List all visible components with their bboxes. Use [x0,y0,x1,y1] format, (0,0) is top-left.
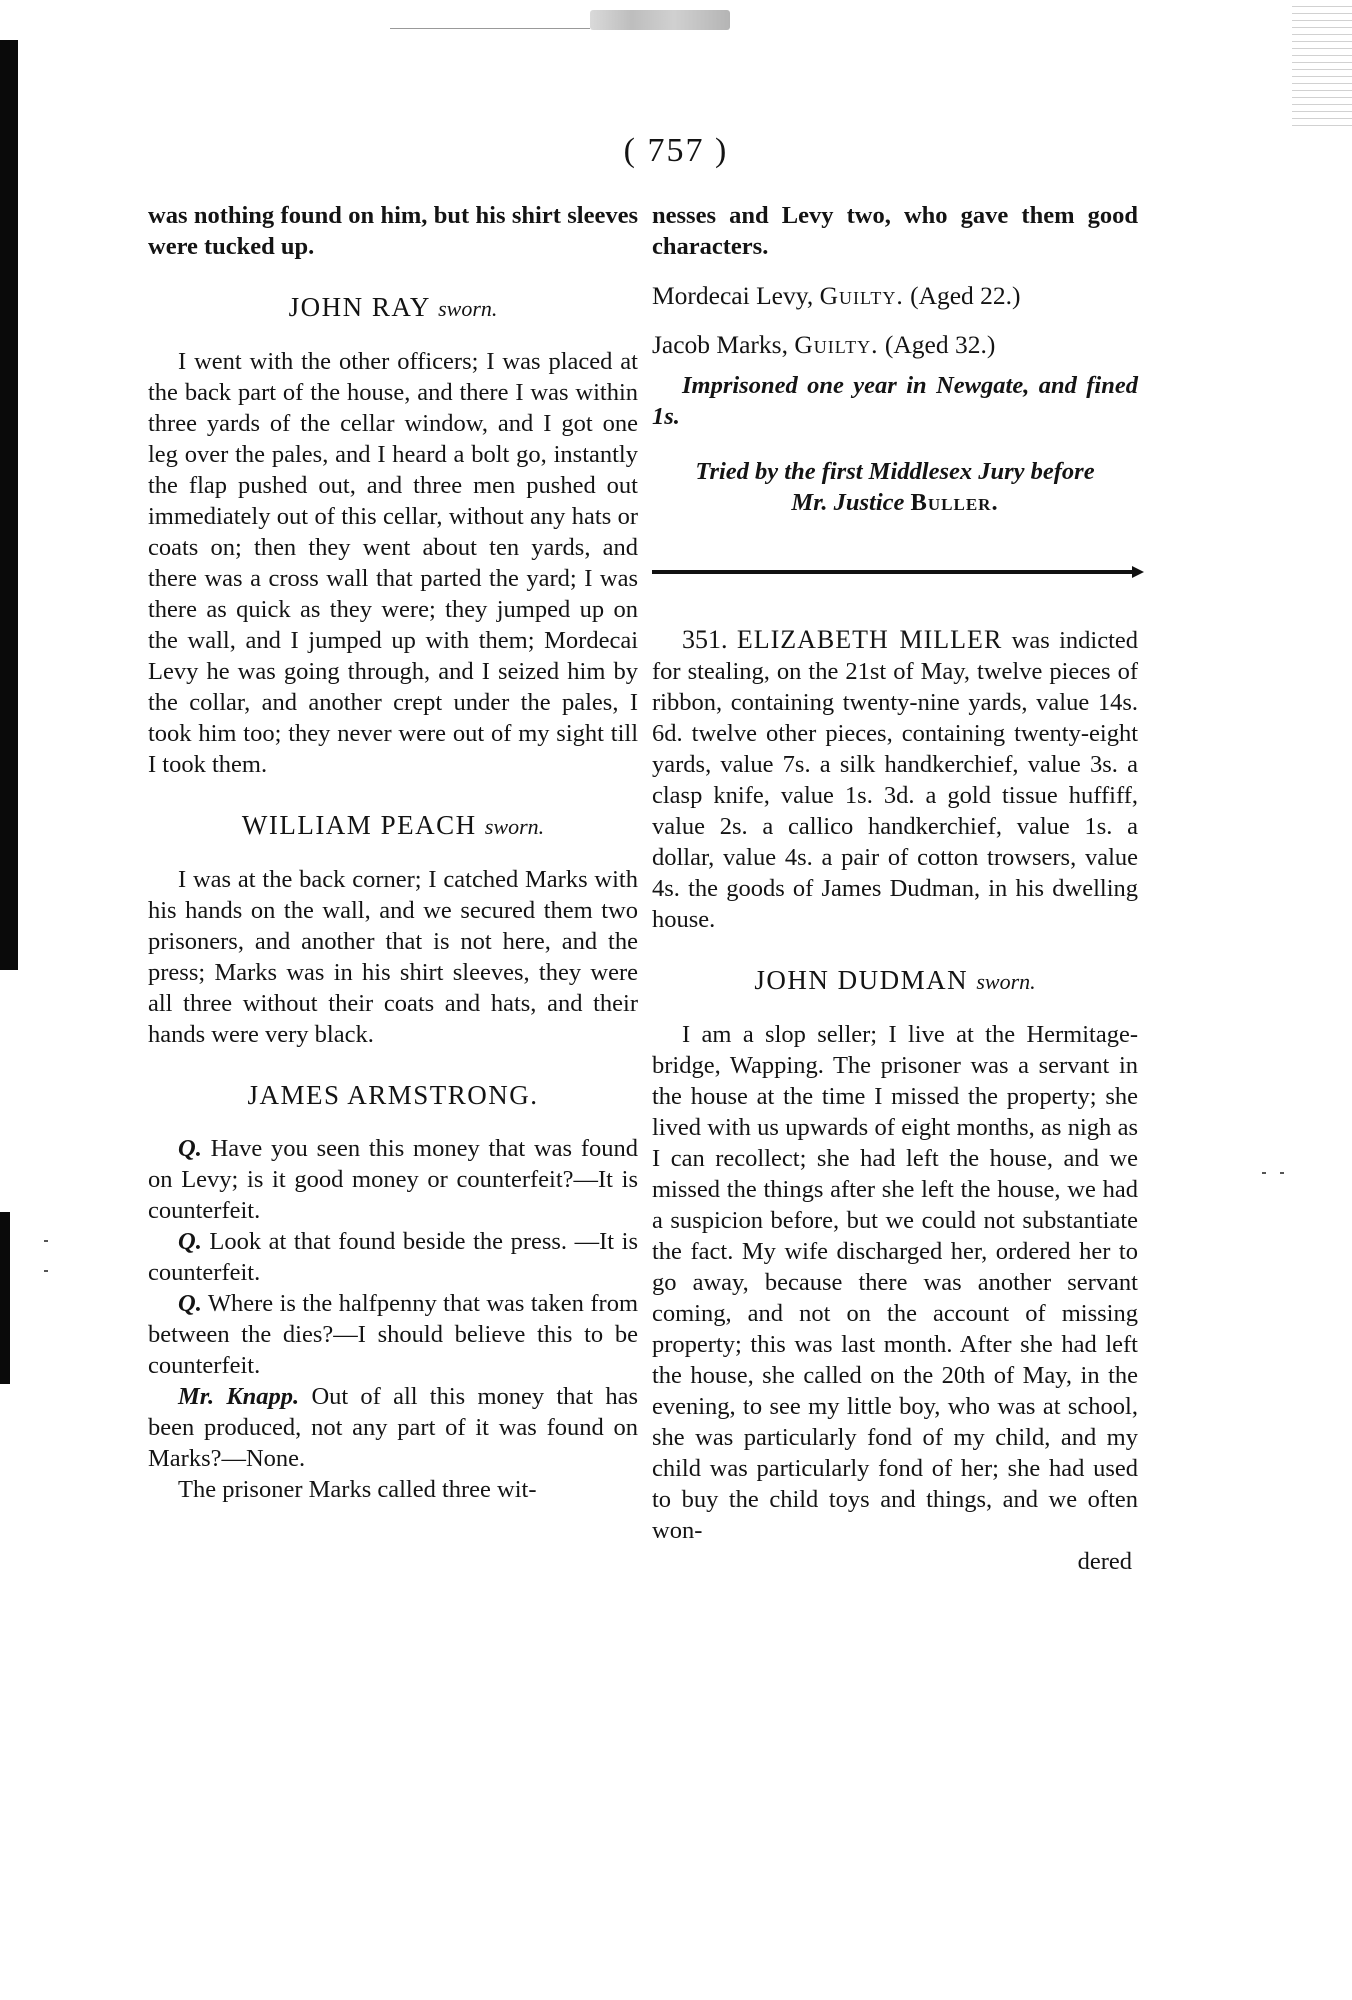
defendant-name: Mordecai Levy, [652,281,814,310]
sworn-label: sworn. [438,296,498,321]
left-column [148,200,638,1505]
testimony: I am a slop seller; I live at the Hermitage-bridge, Wapping. The prisoner was a servant in the house at the time I missed the property; she lived with us upwards of eight months, as nigh as I can recollect; she had left the house, and we missed the things after she left the house, we had a suspicion before, but we could not substantiate the fact. My wife discharged her, ordered her to go away, because there was another servant coming, and not on the account of missing property; this was last month. After she had left the house, she called on the 20th of May, in the evening, to see my little boy, who was at school, she was particularly fond of my child, and my child was particularly fond of her; she had used to buy the child toys and things, and we often won- [652,1021,1138,1544]
counsel-question [148,1381,638,1474]
sentence: Imprisoned one year in Newgate, and fined 1s. [652,372,1138,430]
counsel-text: Out of all this money that has been produced, not any part of it was found on Marks?—None. [148,1383,639,1472]
sworn-label: sworn. [484,814,545,839]
judge-line [652,487,1138,518]
question-answer [148,1288,638,1381]
question-answer [148,1226,638,1288]
speck [44,1240,48,1242]
speck [1280,1172,1284,1174]
defendant-heading: ELIZABETH MILLER [736,625,1003,654]
question-mark: Q. [178,1135,202,1162]
defendant-name: Jacob Marks, [652,330,788,359]
witness-name: WILLIAM PEACH [241,810,477,840]
testimony: I went with the other officers; I was placed at the back part of the house, and there I was within three yards of the cellar window, and I got one leg over the pales, and I heard a bolt go, instantly the flap pushed out, and three men pushed out immediately out of this cellar, without any hats or coats on; then they went about ten yards, and there was a cross wall that parted the yard; I was there as quick as they were; they jumped up on the wall, and I jumped up with them; Mordecai Levy he was going through, and I seized him by the collar, and another crept under the pales, I took him too; they never were out of my sight till I took them. [148,348,638,778]
verdict-line [652,329,1138,360]
qa-text: Look at that found beside the press. —It is counterfeit. [148,1228,638,1286]
margin-shadow-bar [0,1212,10,1384]
verdict-line [652,280,1138,311]
case-number: 351. [682,625,728,654]
counsel-name: Mr. Knapp. [178,1383,300,1410]
question-answer [148,1133,638,1226]
witness-heading [148,292,638,324]
right-column [652,200,1138,1577]
margin-shadow-bar [0,40,18,970]
age: (Aged 22.) [910,281,1021,310]
section-rule [652,570,1138,574]
header-rule [390,28,590,29]
witness-heading [148,810,638,842]
witness-name: JOHN DUDMAN [754,965,969,995]
witness-heading [652,965,1138,997]
indictment [652,624,1138,935]
judge-prefix: Mr. Justice [791,489,905,516]
judge-name: Buller. [910,489,999,516]
testimony: I was at the back corner; I catched Marks with his hands on the wall, and we secured them two prisoners, and another that is not here, and the press; Marks was in his shirt sleeves, they were all three without their coats and hats, and their hands were very black. [148,866,638,1048]
qa-text: Where is the halfpenny that was taken from between the dies?—I should believe this to be counterfeit. [148,1290,638,1379]
verdict: Guilty. [819,281,904,310]
edge-noise [1292,0,1352,130]
catchword: dered [1077,1548,1132,1575]
witness-heading [148,1080,638,1111]
header-smudge [590,10,730,30]
question-mark: Q. [178,1290,202,1317]
indictment-text: was indicted for stealing, on the 21st of May, twelve pieces of ribbon, containing twenty-nine yards, value 14s. 6d. twelve other pieces, containing twenty-eight yards, value 7s. a silk handkerchief, value 3s. a clasp knife, value 1s. 3d. a gold tissue huffiff, value 2s. a callico handkerchief, value 1s. a dollar, value 4s. a pair of cotton trowsers, value 4s. the goods of James Dudman, in his dwelling house. [652,627,1139,933]
speck [1262,1172,1266,1174]
continuation-text: nesses and Levy two, who gave them good characters. [652,202,1138,260]
closing-text: The prisoner Marks called three wit- [178,1476,537,1503]
qa-text: Have you seen this money that was found on Levy; is it good money or counterfeit?—It is counterfeit. [148,1135,638,1224]
witness-name: JOHN RAY [288,292,430,322]
jury-line: Tried by the first Middlesex Jury before [695,458,1095,485]
page-number: ( 757 ) [623,132,729,169]
continuation-text: was nothing found on him, but his shirt sleeves were tucked up. [148,202,638,260]
question-mark: Q. [178,1228,202,1255]
witness-name: JAMES ARMSTRONG. [247,1080,539,1110]
verdict: Guilty. [794,330,879,359]
sworn-label: sworn. [976,969,1036,994]
speck [44,1270,48,1272]
age: (Aged 32.) [884,330,996,359]
